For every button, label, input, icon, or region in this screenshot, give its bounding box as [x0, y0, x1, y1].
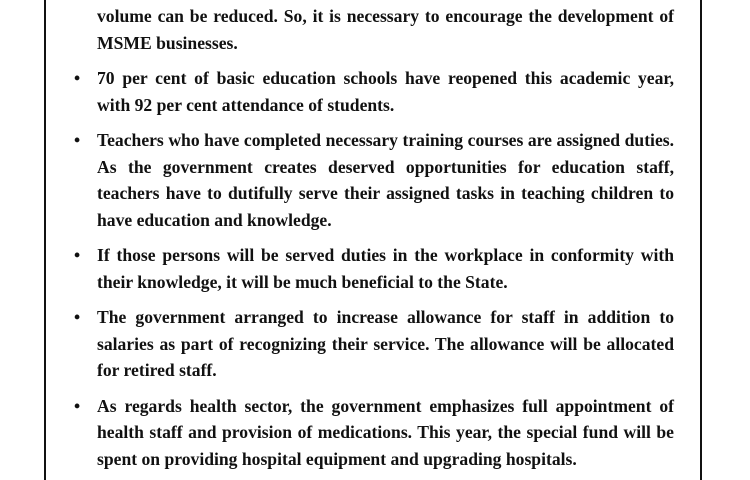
bullet-dot-icon: • — [74, 245, 81, 265]
bullet-text: The government arranged to increase allowance for staff in addition to salaries as part of recognizing their service. The allowance will be allocated for retired staff. — [97, 307, 674, 380]
bullet-dot-icon: • — [74, 395, 81, 416]
bullet-dot-icon: • — [74, 68, 81, 88]
bullet-text: 70 per cent of basic education schools have reopened this academic year, with 92 per cent attendance of students. — [97, 68, 674, 115]
bullet-text: If those persons will be served duties in the workplace in conformity with their knowledge, it will be much beneficial to the State. — [97, 245, 674, 292]
bullet-list — [74, 65, 674, 472]
document-body — [74, 3, 674, 472]
bullet-text: Teachers who have completed necessary training courses are assigned duties. As the government creates deserved opportunities for education staff, teachers have to dutifully serve their assigned tasks in teaching children to have education and knowledge. — [97, 130, 674, 230]
bullet-text: As regards health sector, the government emphasizes full appointment of health staff and provision of medications. This year, the special fund will be spent on providing hospital equipment and upgrading hospitals. — [97, 395, 674, 469]
bullet-item — [74, 242, 674, 295]
bullet-dot-icon: • — [74, 307, 81, 327]
continuation-paragraph: volume can be reduced. So, it is necessary to encourage the development of MSME businesses. — [97, 6, 674, 53]
bullet-dot-icon: • — [74, 130, 81, 150]
bullet-item — [74, 127, 674, 233]
bullet-item — [74, 393, 674, 473]
bullet-item — [74, 304, 674, 384]
bullet-item — [74, 65, 674, 118]
